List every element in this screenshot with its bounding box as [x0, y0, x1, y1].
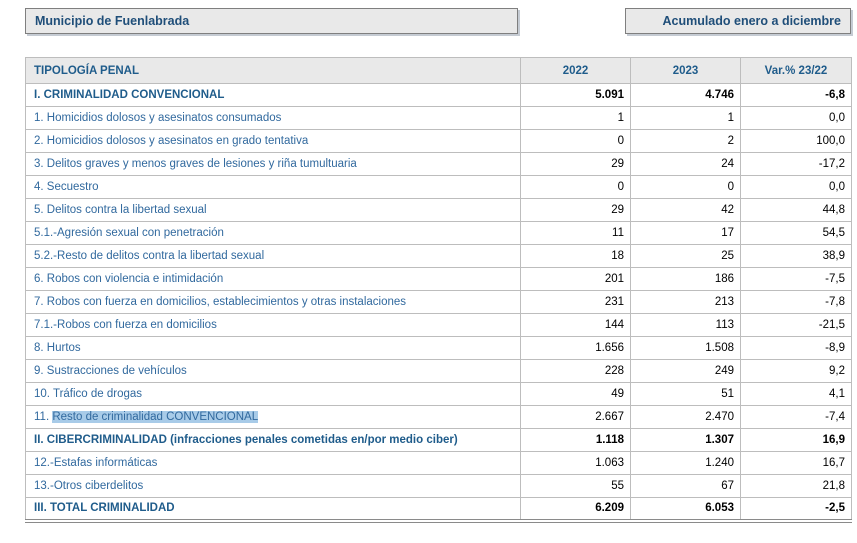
table-row: [26, 452, 852, 475]
table-row: [26, 245, 852, 268]
value-var-pct: -21,5: [741, 314, 852, 337]
value-2022: 2.667: [521, 406, 631, 429]
value-2022: 6.209: [521, 498, 631, 521]
value-var-pct: 4,1: [741, 383, 852, 406]
crime-statistics-table: [25, 57, 852, 523]
value-2022: 29: [521, 199, 631, 222]
value-2022: 29: [521, 153, 631, 176]
value-2022: 1.063: [521, 452, 631, 475]
row-label: 7.1.-Robos con fuerza en domicilios: [26, 314, 521, 337]
value-2023: 2.470: [631, 406, 741, 429]
table-row: [26, 199, 852, 222]
table-row: [26, 429, 852, 452]
table-row: [26, 337, 852, 360]
column-header-2023: 2023: [631, 58, 741, 84]
table-header-row: [26, 58, 852, 84]
value-2023: 42: [631, 199, 741, 222]
value-2022: 231: [521, 291, 631, 314]
municipality-selector-label: Municipio de Fuenlabrada: [35, 14, 190, 28]
row-label: 1. Homicidios dolosos y asesinatos consumados: [26, 107, 521, 130]
value-var-pct: -7,5: [741, 268, 852, 291]
column-header-tipologia: TIPOLOGÍA PENAL: [26, 58, 521, 84]
value-2023: 6.053: [631, 498, 741, 521]
row-label: III. TOTAL CRIMINALIDAD: [26, 498, 521, 521]
value-2023: 213: [631, 291, 741, 314]
value-2023: 186: [631, 268, 741, 291]
table-row: [26, 130, 852, 153]
value-var-pct: -7,8: [741, 291, 852, 314]
table-header: [26, 58, 852, 84]
value-var-pct: 16,9: [741, 429, 852, 452]
value-2023: 249: [631, 360, 741, 383]
table-row: [26, 498, 852, 521]
value-2023: 1.508: [631, 337, 741, 360]
table-row: [26, 153, 852, 176]
value-var-pct: -6,8: [741, 84, 852, 107]
value-var-pct: -7,4: [741, 406, 852, 429]
value-2023: 113: [631, 314, 741, 337]
value-2022: 49: [521, 383, 631, 406]
table-body: [26, 84, 852, 521]
table-row: [26, 360, 852, 383]
value-2023: 67: [631, 475, 741, 498]
period-selector[interactable]: [625, 8, 851, 34]
value-var-pct: 100,0: [741, 130, 852, 153]
value-var-pct: 44,8: [741, 199, 852, 222]
value-2022: 0: [521, 176, 631, 199]
table-row: [26, 268, 852, 291]
value-2023: 1.240: [631, 452, 741, 475]
row-label: 7. Robos con fuerza en domicilios, establecimientos y otras instalaciones: [26, 291, 521, 314]
row-label: 8. Hurtos: [26, 337, 521, 360]
row-label: 5.1.-Agresión sexual con penetración: [26, 222, 521, 245]
table-row: [26, 406, 852, 429]
row-label: 9. Sustracciones de vehículos: [26, 360, 521, 383]
table-row: [26, 383, 852, 406]
row-label: I. CRIMINALIDAD CONVENCIONAL: [26, 84, 521, 107]
value-2022: 144: [521, 314, 631, 337]
highlighted-text: Resto de criminalidad CONVENCIONAL: [52, 411, 259, 423]
row-label: 11. Resto de criminalidad CONVENCIONAL: [26, 406, 521, 429]
value-2023: 2: [631, 130, 741, 153]
value-2023: 4.746: [631, 84, 741, 107]
value-2023: 25: [631, 245, 741, 268]
row-label: 12.-Estafas informáticas: [26, 452, 521, 475]
value-2023: 0: [631, 176, 741, 199]
value-2022: 11: [521, 222, 631, 245]
value-2023: 1.307: [631, 429, 741, 452]
value-2023: 24: [631, 153, 741, 176]
column-header-var: Var.% 23/22: [741, 58, 852, 84]
row-label: 6. Robos con violencia e intimidación: [26, 268, 521, 291]
value-var-pct: 0,0: [741, 176, 852, 199]
row-label: 5.2.-Resto de delitos contra la libertad sexual: [26, 245, 521, 268]
value-2023: 51: [631, 383, 741, 406]
column-header-2022: 2022: [521, 58, 631, 84]
value-2022: 5.091: [521, 84, 631, 107]
value-var-pct: 16,7: [741, 452, 852, 475]
table-row: [26, 176, 852, 199]
row-label: II. CIBERCRIMINALIDAD (infracciones penales cometidas en/por medio ciber): [26, 429, 521, 452]
value-2023: 17: [631, 222, 741, 245]
value-var-pct: -17,2: [741, 153, 852, 176]
row-label: 3. Delitos graves y menos graves de lesiones y riña tumultuaria: [26, 153, 521, 176]
value-2022: 18: [521, 245, 631, 268]
value-var-pct: 0,0: [741, 107, 852, 130]
row-label: 5. Delitos contra la libertad sexual: [26, 199, 521, 222]
value-2022: 1: [521, 107, 631, 130]
municipality-selector[interactable]: [25, 8, 518, 34]
value-2022: 1.118: [521, 429, 631, 452]
value-var-pct: 54,5: [741, 222, 852, 245]
value-var-pct: -8,9: [741, 337, 852, 360]
row-label: 13.-Otros ciberdelitos: [26, 475, 521, 498]
table-row: [26, 84, 852, 107]
row-label: 10. Tráfico de drogas: [26, 383, 521, 406]
table-row: [26, 291, 852, 314]
value-2022: 1.656: [521, 337, 631, 360]
value-var-pct: 9,2: [741, 360, 852, 383]
value-2023: 1: [631, 107, 741, 130]
row-label: 2. Homicidios dolosos y asesinatos en grado tentativa: [26, 130, 521, 153]
value-2022: 201: [521, 268, 631, 291]
table-row: [26, 107, 852, 130]
table-row: [26, 314, 852, 337]
table-row: [26, 475, 852, 498]
value-var-pct: -2,5: [741, 498, 852, 521]
value-2022: 228: [521, 360, 631, 383]
value-var-pct: 21,8: [741, 475, 852, 498]
value-var-pct: 38,9: [741, 245, 852, 268]
period-selector-label: Acumulado enero a diciembre: [662, 14, 841, 28]
table-row: [26, 222, 852, 245]
value-2022: 0: [521, 130, 631, 153]
row-label: 4. Secuestro: [26, 176, 521, 199]
value-2022: 55: [521, 475, 631, 498]
